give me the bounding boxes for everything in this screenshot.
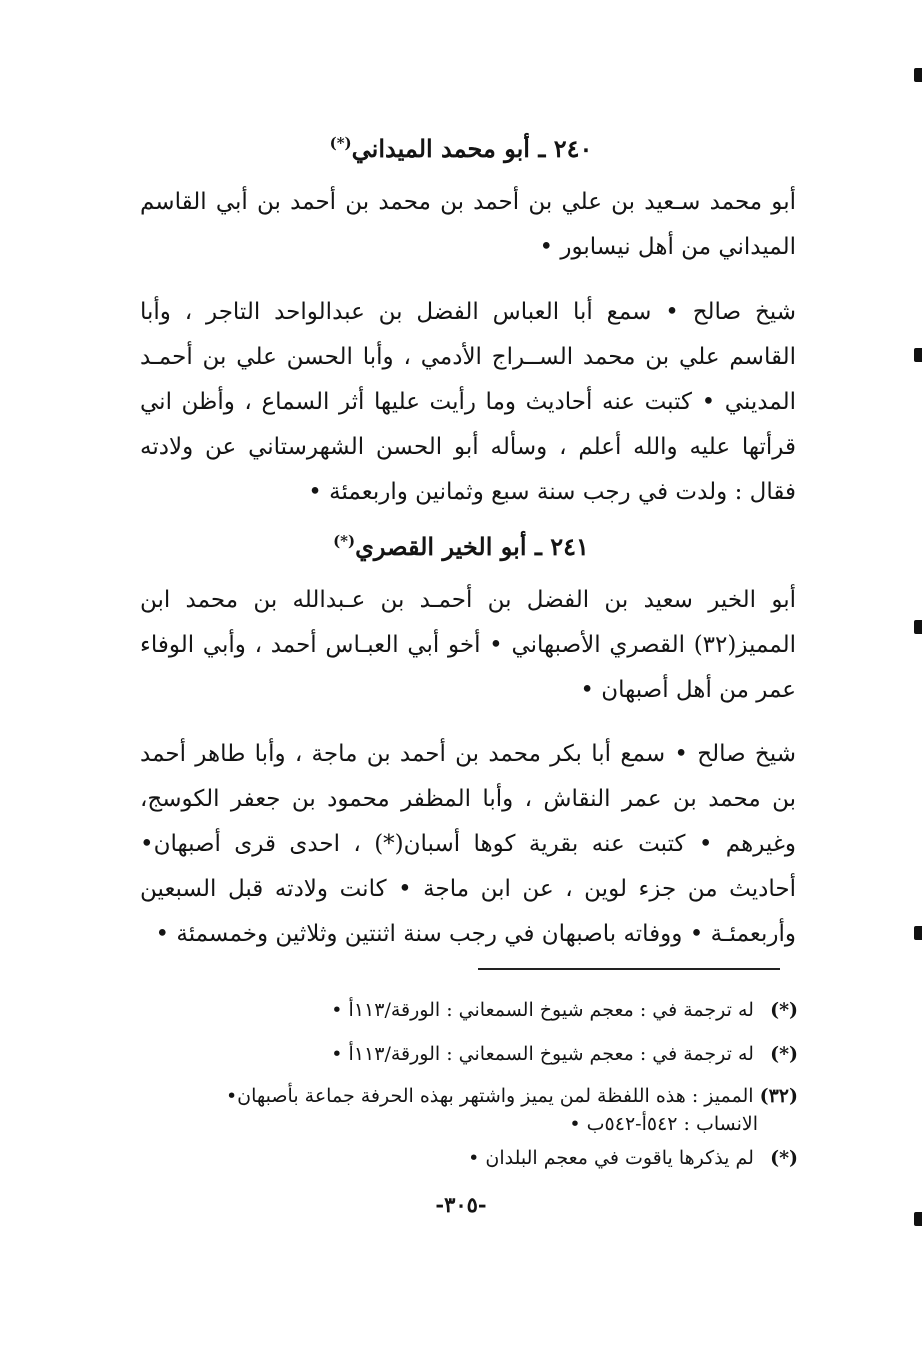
entry-paragraph: شيخ صالح • سمع أبا بكر محمد بن أحمد بن ماجة ، وأبا طاهر أحمد بن محمد بن عمر النقاش ، وأبا المظفر محمود بن جعفر الكوسج، وغيرهم • كتبت عنه بقرية كوها أسبان(*) ، احدى قرى أصبهان• أحاديث من جزء لوين ، عن ابن ماجة • كانت ولادته قبل السبعين وأربعمئـة • ووفاته باصبهان في رجب سنة اثنتين وثلاثين وخمسمئة • bbox=[140, 741, 796, 947]
footnote-item bbox=[150, 1082, 798, 1110]
entry-heading-text: ٢٤٠ ـ أبو محمد الميداني bbox=[351, 134, 593, 163]
scan-edge-mark bbox=[914, 68, 922, 82]
scan-edge-mark bbox=[914, 926, 922, 940]
entry-paragraph: شيخ صالح • سمع أبا العباس الفضل بن عبدالواحد التاجر ، وأبا القاسم علي بن محمد الســراج الأدمي ، وأبا الحسن علي بن أحمـد المديني • كتبت عنه أحاديث وما رأيت عليها أثر السماع ، وأظن اني قرأتها عليه والله أعلم ، وسأله أبو الحسن الشهرستاني عن ولادته فقال : ولدت في رجب سنة سبع وثمانين واربعمئة • bbox=[140, 299, 796, 505]
footnote-item bbox=[150, 1040, 798, 1068]
entry-heading-text: ٢٤١ ـ أبو الخير القصري bbox=[355, 532, 589, 561]
footnotes bbox=[150, 996, 798, 1172]
scan-edge-mark bbox=[914, 620, 922, 634]
entry-heading-240 bbox=[0, 134, 922, 163]
footnote-text: المميز : هذه اللفظة لمن يميز واشتهر بهذه الحرفة جماعة بأصبهان• bbox=[225, 1085, 754, 1107]
entry-paragraph: أبو محمد سـعيد بن علي بن أحمد بن محمد بن أحمد بن أبي القاسم الميداني من أهل نيسابور • bbox=[140, 189, 796, 260]
entry-240-body-2 bbox=[140, 290, 796, 515]
footnote-item bbox=[150, 996, 798, 1024]
scan-edge-mark bbox=[914, 348, 922, 362]
footnote-marker: (*) bbox=[770, 999, 798, 1021]
footnote-text: لم يذكرها ياقوت في معجم البلدان • bbox=[468, 1147, 754, 1169]
footnote-text: له ترجمة في : معجم شيوخ السمعاني : الورقة/١١٣أ • bbox=[331, 1043, 754, 1065]
footnote-marker: (*) bbox=[770, 1147, 798, 1169]
footnote-divider bbox=[478, 968, 780, 970]
footnote-item bbox=[150, 1144, 798, 1172]
heading-footnote-marker: (*) bbox=[329, 134, 352, 152]
entry-heading-241 bbox=[0, 532, 922, 561]
entry-paragraph: أبو الخير سعيد بن الفضل بن أحمـد بن عـبدالله بن محمد ابن المميز(٣٢) القصري الأصبهاني • أخو أبي العبـاس أحمد ، وأبي الوفاء عمر من أهل أصبهان • bbox=[140, 587, 796, 703]
entry-241-body-2 bbox=[140, 732, 796, 957]
heading-footnote-marker: (*) bbox=[333, 532, 356, 550]
entry-240-body bbox=[140, 180, 796, 270]
footnote-marker: (٣٢) bbox=[759, 1085, 798, 1107]
page-number: -٣٠٥- bbox=[435, 1192, 487, 1217]
footnote-marker: (*) bbox=[770, 1043, 798, 1065]
entry-241-body bbox=[140, 578, 796, 713]
footnote-text: له ترجمة في : معجم شيوخ السمعاني : الورقة/١١٣أ • bbox=[331, 999, 754, 1021]
footnote-continuation: الانساب : ٥٤٢أ-٥٤٢ب • bbox=[569, 1113, 758, 1135]
